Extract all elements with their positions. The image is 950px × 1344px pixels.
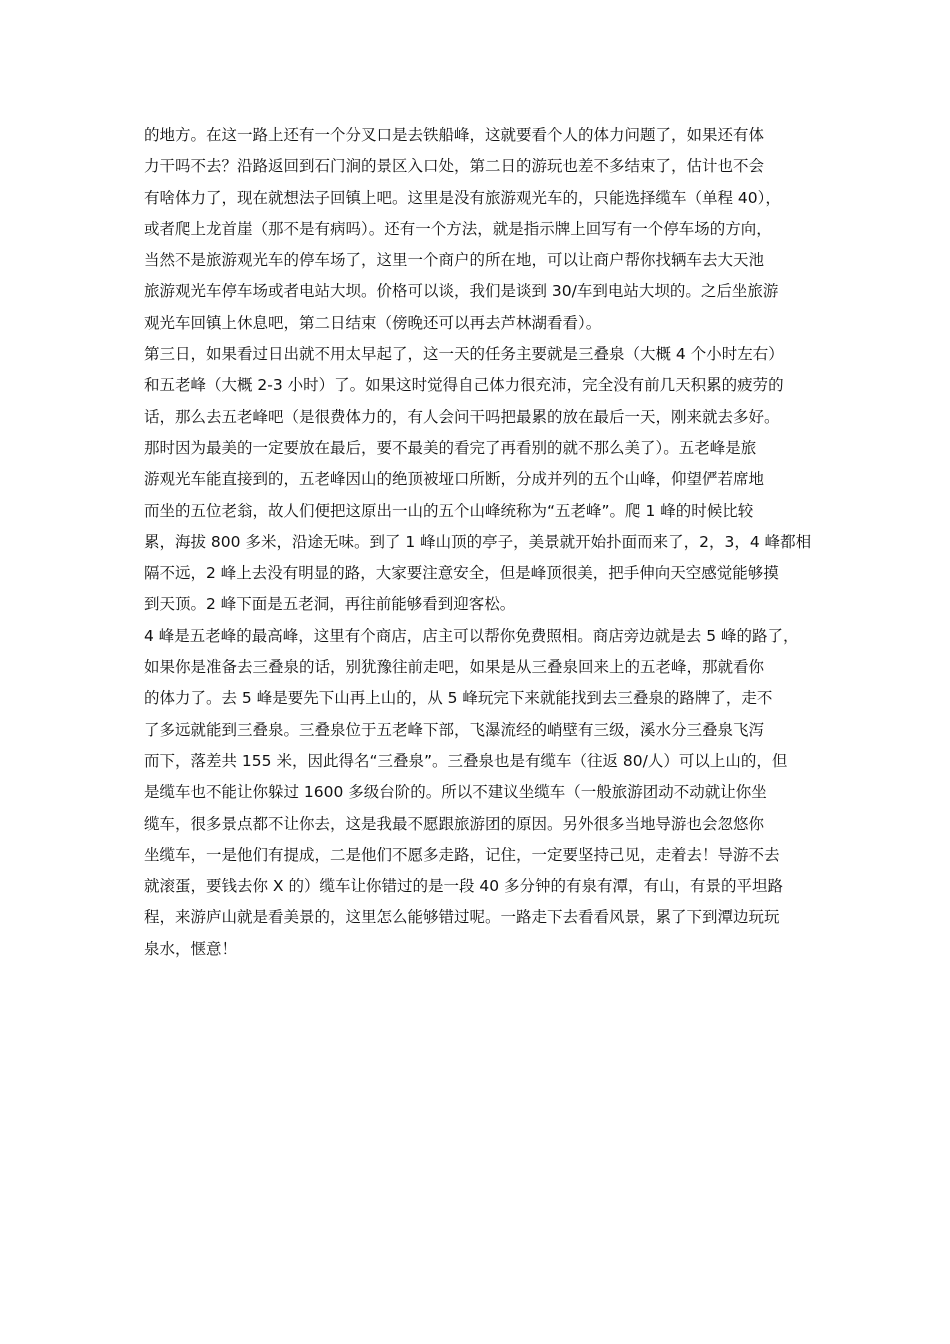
paragraph-day2-end [144,120,830,339]
text-line: 那时因为最美的一定要放在最后，要不最美的看完了再看别的就不那么美了）。五老峰是旅 [144,438,757,457]
text-line: 观光车回镇上休息吧，第二日结束（傍晚还可以再去芦林湖看看）。 [144,313,602,332]
document-page [144,120,830,965]
paragraph-day3 [144,339,830,621]
text-line: 到天顶。2 峰下面是五老洞，再往前能够看到迎客松。 [144,595,516,614]
text-line: 有啥体力了，现在就想法子回镇上吧。这里是没有旅游观光车的，只能选择缆车（单程 40）， [144,188,781,207]
text-line: 如果你是准备去三叠泉的话，别犹豫往前走吧，如果是从三叠泉回来上的五老峰，那就看你 [144,658,765,677]
text-line: 游观光车能直接到的，五老峰因山的绝顶被垭口所断，分成并列的五个山峰，仰望俨若席地 [144,470,765,489]
text-line: 和五老峰（大概 2-3 小时）了。如果这时觉得自己体力很充沛，完全没有前几天积累的疲劳的 [144,376,784,395]
text-line: 的地方。在这一路上还有一个分叉口是去铁船峰，这就要看个人的体力问题了，如果还有体 [144,126,765,144]
text-line: 而坐的五位老翁，故人们便把这原出一山的五个山峰统称为“五老峰”。爬 1 峰的时候比较 [144,501,754,520]
paragraph-peak4 [144,621,830,965]
text-line: 第三日，如果看过日出就不用太早起了，这一天的任务主要就是三叠泉（大概 4 个小时左右） [144,345,784,364]
text-line: 了多远就能到三叠泉。三叠泉位于五老峰下部，飞瀑流经的峭壁有三级，溪水分三叠泉飞泻 [144,720,765,739]
text-line: 泉水，惬意！ [144,939,238,958]
text-line: 旅游观光车停车场或者电站大坝。价格可以谈，我们是谈到 30/车到电站大坝的。之后坐旅游 [144,282,779,301]
text-line: 坐缆车，一是他们有提成，二是他们不愿多走路，记住，一定要坚持己见，走着去！导游不去 [144,845,780,864]
text-line: 程，来游庐山就是看美景的，这里怎么能够错过呢。一路走下去看看风景，累了下到潭边玩玩 [144,908,780,927]
text-line: 是缆车也不能让你躲过 1600 多级台阶的。所以不建议坐缆车（一般旅游团动不动就让你坐 [144,783,767,802]
text-line: 力干吗不去？沿路返回到石门涧的景区入口处，第二日的游玩也差不多结束了，估计也不会 [144,157,765,176]
text-line: 缆车，很多景点都不让你去，这是我最不愿跟旅游团的原因。另外很多当地导游也会忽悠你 [144,814,765,833]
text-line: 而下，落差共 155 米，因此得名“三叠泉”。三叠泉也是有缆车（往返 80/人）可以上山的，但 [144,751,788,770]
text-line: 就滚蛋，要钱去你 X 的）缆车让你错过的是一段 40 多分钟的有泉有潭，有山，有景的平坦路 [144,877,784,896]
text-line: 的体力了。去 5 峰是要先下山再上山的，从 5 峰玩完下来就能找到去三叠泉的路牌了，走不 [144,689,773,708]
text-line: 累，海拔 800 多米，沿途无味。到了 1 峰山顶的亭子，美景就开始扑面而来了，2，3，4 峰都相 [144,532,812,551]
text-line: 4 峰是五老峰的最高峰，这里有个商店，店主可以帮你免费照相。商店旁边就是去 5 峰的路了， [144,626,799,645]
text-line: 话，那么去五老峰吧（是很费体力的，有人会问干吗把最累的放在最后一天，刚来就去多好。 [144,407,780,426]
text-line: 隔不远，2 峰上去没有明显的路，大家要注意安全，但是峰顶很美，把手伸向天空感觉能够摸 [144,564,779,583]
text-line: 当然不是旅游观光车的停车场了，这里一个商户的所在地，可以让商户帮你找辆车去大天池 [144,251,765,270]
text-line: 或者爬上龙首崖（那不是有病吗）。还有一个方法，就是指示牌上回写有一个停车场的方向， [144,219,772,238]
